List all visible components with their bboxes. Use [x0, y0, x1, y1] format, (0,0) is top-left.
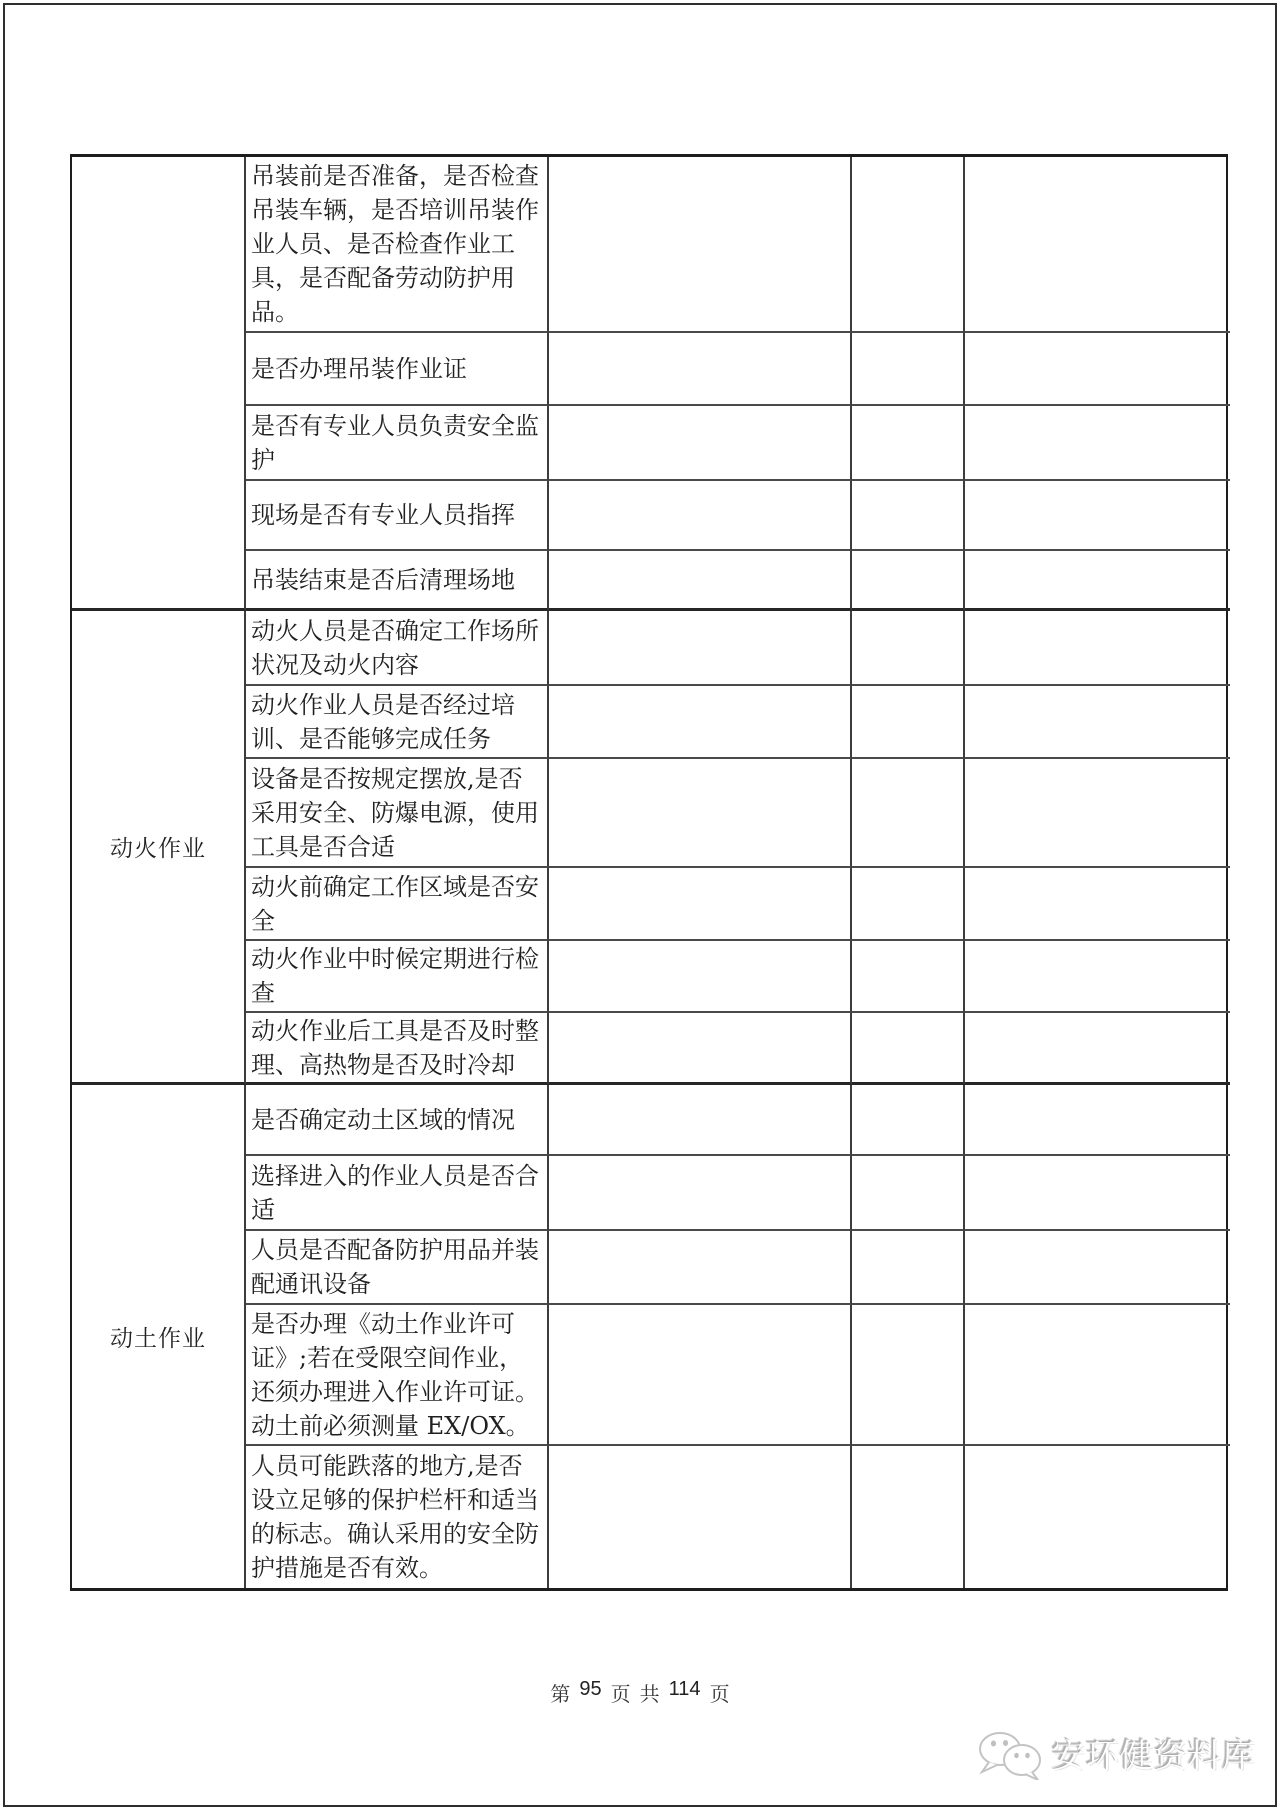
blank-entry-cell: [549, 481, 852, 551]
watermark: [977, 1730, 1256, 1780]
blank-entry-cell: [852, 686, 965, 759]
blank-entry-cell: [549, 1305, 852, 1446]
blank-entry-cell: [852, 157, 965, 333]
checklist-item-text: 动火作业人员是否经过培训、是否能够完成任务: [251, 690, 515, 753]
checklist-item-cell: [246, 1231, 549, 1305]
checklist-item-text: 人员是否配备防护用品并装配通讯设备: [251, 1236, 539, 1298]
checklist-item-cell: [246, 1156, 549, 1231]
checklist-item-text: 是否有专业人员负责安全监护: [251, 411, 539, 474]
blank-entry-cell: [965, 611, 1230, 686]
blank-entry-cell: [549, 1446, 852, 1588]
footer-label-di: 第: [550, 1682, 571, 1706]
checklist-item-cell: [246, 157, 549, 333]
checklist-item-cell: [246, 1305, 549, 1446]
blank-entry-cell: [549, 1156, 852, 1231]
checklist-item-cell: [246, 551, 549, 611]
blank-entry-cell: [965, 333, 1230, 406]
blank-entry-cell: [965, 941, 1230, 1013]
blank-entry-cell: [852, 1085, 965, 1156]
blank-entry-cell: [549, 1085, 852, 1156]
blank-entry-cell: [965, 1156, 1230, 1231]
blank-entry-cell: [965, 1446, 1230, 1588]
blank-entry-cell: [852, 406, 965, 481]
blank-entry-cell: [852, 868, 965, 941]
checklist-item-text: 是否办理吊装作业证: [251, 354, 467, 383]
blank-entry-cell: [549, 551, 852, 611]
blank-entry-cell: [965, 1305, 1230, 1446]
blank-entry-cell: [965, 1085, 1230, 1156]
blank-entry-cell: [549, 1013, 852, 1085]
checklist-item-text: 是否办理《动土作业许可证》;若在受限空间作业，还须办理进入作业许可证。动土前必须测量 EX/OX。: [251, 1309, 539, 1440]
checklist-item-cell: [246, 611, 549, 686]
checklist-item-cell: [246, 759, 549, 868]
category-cell-blank: [72, 157, 246, 611]
checklist-item-cell: [246, 333, 549, 406]
blank-entry-cell: [852, 551, 965, 611]
blank-entry-cell: [852, 759, 965, 868]
checklist-item-text: 动火人员是否确定工作场所状况及动火内容: [251, 616, 539, 679]
checklist-item-text: 人员可能跌落的地方,是否设立足够的保护栏杆和适当的标志。确认采用的安全防护措施是否有效。: [251, 1452, 539, 1582]
blank-entry-cell: [852, 1013, 965, 1085]
blank-entry-cell: [852, 941, 965, 1013]
checklist-item-cell: [246, 868, 549, 941]
checklist-item-cell: [246, 1013, 549, 1085]
blank-entry-cell: [852, 1446, 965, 1588]
blank-entry-cell: [549, 157, 852, 333]
blank-entry-cell: [965, 1013, 1230, 1085]
blank-entry-cell: [965, 481, 1230, 551]
blank-entry-cell: [852, 1231, 965, 1305]
checklist-item-cell: [246, 941, 549, 1013]
blank-entry-cell: [965, 406, 1230, 481]
blank-entry-cell: [965, 686, 1230, 759]
blank-entry-cell: [549, 406, 852, 481]
blank-entry-cell: [852, 1156, 965, 1231]
checklist-item-text: 选择进入的作业人员是否合适: [251, 1161, 539, 1224]
page-footer: [0, 1678, 1280, 1707]
checklist-item-cell: [246, 686, 549, 759]
watermark-brand-text: 安环健资料库: [1052, 1735, 1256, 1775]
checklist-item-text: 吊装前是否准备，是否检查吊装车辆，是否培训吊装作业人员、是否检查作业工具，是否配备劳动防护用品。: [251, 162, 539, 326]
blank-entry-cell: [965, 157, 1230, 333]
footer-total-pages: 114: [668, 1678, 701, 1700]
blank-entry-cell: [549, 759, 852, 868]
blank-entry-cell: [852, 333, 965, 406]
blank-entry-cell: [965, 1231, 1230, 1305]
blank-entry-cell: [965, 759, 1230, 868]
checklist-item-cell: [246, 1446, 549, 1588]
blank-entry-cell: [852, 611, 965, 686]
footer-label-ye2: 页: [709, 1682, 730, 1706]
category-cell-earth-work: 动土作业: [72, 1085, 246, 1588]
blank-entry-cell: [549, 686, 852, 759]
blank-entry-cell: [965, 868, 1230, 941]
checklist-item-text: 动火作业中时候定期进行检查: [251, 945, 539, 1007]
checklist-item-text: 动火前确定工作区域是否安全: [251, 872, 539, 935]
blank-entry-cell: [549, 611, 852, 686]
blank-entry-cell: [852, 481, 965, 551]
checklist-item-cell: [246, 1085, 549, 1156]
checklist-item-text: 动火作业后工具是否及时整理、高热物是否及时冷却: [251, 1016, 539, 1079]
blank-entry-cell: [965, 551, 1230, 611]
blank-entry-cell: [549, 333, 852, 406]
blank-entry-cell: [852, 1305, 965, 1446]
checklist-item-text: 吊装结束是否后清理场地: [251, 565, 515, 594]
checklist-item-cell: [246, 406, 549, 481]
footer-page-number: 95: [579, 1678, 602, 1700]
blank-entry-cell: [549, 868, 852, 941]
checklist-item-text: 现场是否有专业人员指挥: [251, 501, 515, 529]
checklist-table: [70, 154, 1228, 1591]
checklist-item-text: 设备是否按规定摆放,是否采用安全、防爆电源，使用工具是否合适: [251, 764, 539, 861]
checklist-item-text: 是否确定动土区域的情况: [251, 1105, 515, 1134]
category-cell-hot-work: 动火作业: [72, 611, 246, 1085]
blank-entry-cell: [549, 1231, 852, 1305]
footer-label-gong: 共: [639, 1682, 660, 1706]
blank-entry-cell: [549, 941, 852, 1013]
footer-label-ye: 页: [610, 1682, 631, 1706]
wechat-icon: [977, 1730, 1045, 1780]
checklist-item-cell: [246, 481, 549, 551]
